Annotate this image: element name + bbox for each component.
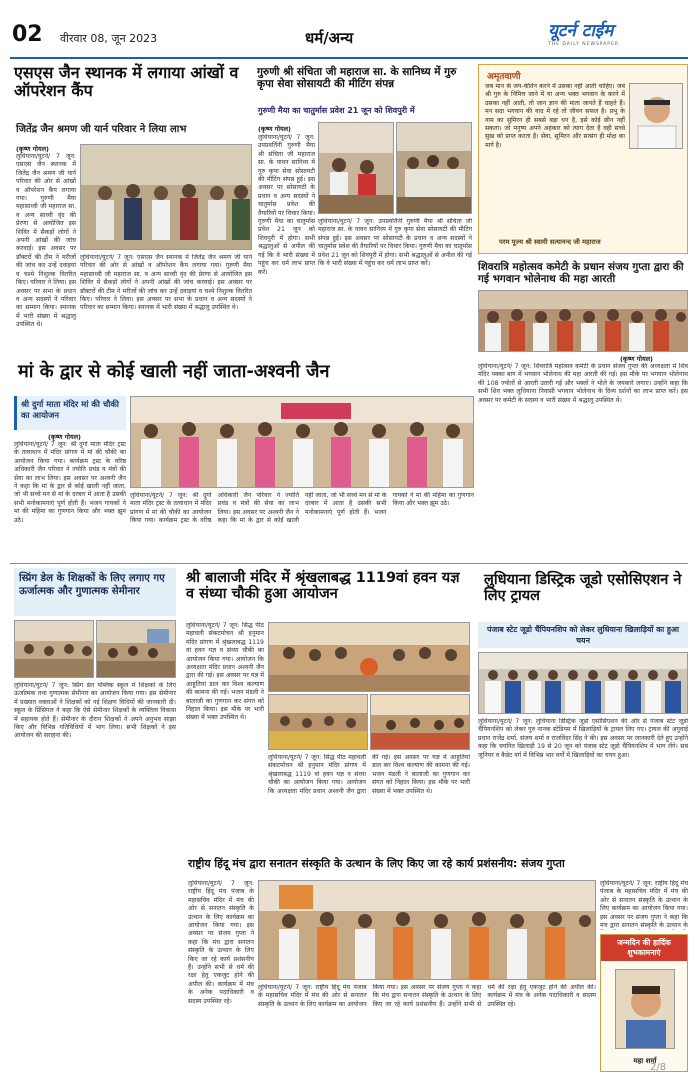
- story3-headline: शिवरात्रि महोत्सव कमेटी के प्रधान संजय गुप्ता द्वारा की गई भगवान भोलेनाथ की महा आरती: [478, 261, 684, 285]
- sidebar-title: अमृतवाणी: [487, 72, 521, 82]
- eye-camp-group-photo: [81, 145, 252, 250]
- story4-body-cont: [130, 492, 474, 560]
- story2-photo-2: [396, 122, 472, 214]
- story1-subhead: जितेंद्र जैन श्रमण जी यार्न परिवार ने लिया लाभ: [16, 124, 187, 135]
- seminar-photo-2: [97, 621, 176, 678]
- brand-name: यूटर्न टाईम: [548, 21, 614, 41]
- story8-body: लुधियाना/यूटर्न/ 7 जून: राष्ट्रीय हिंदू मंच पंजाब के महासचिव मंदिर में मंच की ओर से सनातन संस्कृति के उत्थान के लिए कार्यक्रम का आयोजन किया गया। इस अवसर पर संजय गुप्ता ने कहा कि मंच द्वारा सनातन संस्कृति के उत्थान के लिए किए जा रहे कार्य प्रशंसनीय हैं। उन्होंने सभी से धर्म की रक्षा हेतु एकजुट होने की अपील की। कार्यक्रम में मंच के अनेक पदाधिकारी व सदस्य उपस्थित रहे।: [188, 880, 254, 1005]
- story2-photo-1: [318, 122, 394, 214]
- story4-photo: [130, 396, 474, 488]
- story8-body-side: [600, 880, 688, 930]
- story6-photo-3: [370, 694, 470, 750]
- swami-portrait-icon: [630, 84, 683, 149]
- story5-headline: स्प्रिंग डेल के शिक्षकों के लिए लगाए गए ऊर्जात्मक और गुणात्मक सेमीनार: [19, 573, 165, 597]
- story7-headline: लुधियाना डिस्ट्रिक जूडो एसोसिएशन ने लिए ट्रायल: [484, 572, 682, 605]
- story4-headline: मां के द्वार से कोई खाली नहीं जाता-अश्वनी जैन: [18, 361, 330, 382]
- masthead-rule: [10, 57, 688, 59]
- story8-headline: राष्ट्रीय हिंदू मंच द्वारा सनातन संस्कृति के उत्थान के लिए किए जा रहे कार्य प्रशंसनीय: संजय गुप्ता: [188, 857, 565, 870]
- story2-body: लुधियाना/यूटर्न/ 7 जून: उपप्रवर्तिनी गुरुणी मैया श्री संचिता जी महाराज सा. के पावन सानिध्य में गुरु कृपा सेवा सोसायटी की मीटिंग संपन्न हुई। इस अवसर पर सोसायटी के प्रधान व अन्य सदस्यों ने चातुर्मास प्रवेश की तैयारियों पर विचार किया। गुरुणी मैया का चातुर्मास प्रवेश 21 जून को शिवपुरी में होगा। सभी श्रद्धालुओं से अपील की गई कि वे भारी संख्या में पहुंच कर धर्म लाभ प्राप्त करें।: [258, 134, 315, 276]
- meeting-photo-2: [397, 123, 472, 214]
- story1-headline: एसएस जैन स्थानक में लगाया आंखों व ऑपरेशन कैंप: [14, 63, 239, 100]
- maha-aarti-photo: [479, 291, 688, 352]
- masthead: [0, 0, 698, 62]
- story3-byline: (कृष्ण गोयल): [620, 355, 653, 363]
- story1-body-cont-text: लुधियाना/यूटर्न/ 7 जून: एसएस जैन स्थानक में जितेंद्र जैन श्रमण जी यार्न परिवार की ओर से आंखों व ऑपरेशन कैंप लगाया गया। गुरुणी मैया महासाध्वी जी महाराज सा. व अन्य साध्वी वृंद की प्रेरणा से आयोजित इस शिविर में सैकड़ों लोगों ने अपनी आंखों की जांच करवाई। इस अवसर पर डॉक्टरों की टीम ने मरीजों की जांच कर उन्हें दवाइयां व चश्मे निशुल्क वितरित किए। परिवार ने लिया। इस अवसर पर सभा के प्रधान व अन्य सदस्यों ने परिवार का सम्मान किया। स्थानक में भारी संख्या में श्रद्धालु उपस्थित थे।: [80, 254, 252, 312]
- page-counter: 2/8: [650, 1062, 667, 1073]
- story3-body: लुधियाना/यूटर्न/ 7 जून: शिवरात्रि महोत्सव कमेटी के प्रधान संजय गुप्ता की अध्यक्षता में शिव मंदिर पक्का बाग में भगवान भोलेनाथ की महा आरती की गई। इस मौके पर भगवान भोलेनाथ की 108 ज्योतों से आरती उतारी गई और भक्तों ने भोले के जयकारे लगाए। उन्होंने कहा कि सभी शिव भक्त लुधियाना निवासी भगवान भोलेनाथ के दिव्य दर्शनों का लाभ प्राप्त करें। इस अवसर पर कमेटी के सदस्य व भारी संख्या में श्रद्धालु उपस्थित थे।: [478, 363, 688, 404]
- mata-chowki-photo: [131, 397, 474, 488]
- story4-body-cont-text: लुधियाना/यूटर्न/ 7 जून: श्री दुर्गा माता मंदिर ट्रस्ट के तत्वाधान में मंदिर प्रांगण में मां की चौकी का आयोजन किया गया। कार्यक्रम ट्रस्ट के वरिष्ठ अधिकारी जैन परिवार ने ज्योति प्रचंड व मंत्रों की सेवा का लाभ लिया। इस अवसर पर अश्वनी जैन ने कहा कि मां के द्वार से कोई खाली नहीं जाता, जो भी सच्चे मन से मां के दरबार में आता है उसकी सभी मनोकामनाएं पूर्ण होती हैं। भजन गायकों ने मां की महिमा का गुणगान किया और भक्त झूम उठे।: [130, 492, 474, 525]
- story7-subhead-box: [478, 622, 688, 648]
- story5-headline-box: [14, 568, 176, 616]
- section-title: धर्म/अन्य: [305, 29, 354, 47]
- story6-photo-1: [268, 622, 470, 692]
- birthday-title: जन्मदिन की हार्दिक शुभकामनाएं: [601, 935, 687, 961]
- sidebar-portrait: [629, 83, 683, 149]
- story6-body: लुधियाना/यूटर्न/ 7 जून: सिद्ध पीठ महावली संकटमोचन श्री हनुमान मंदिर प्रांगण में श्रृंखलाबद्ध 1119 वां हवन यज्ञ व संध्या चौकी का आयोजन किया गया। आयोजन कि अध्यक्षता मंदिर प्रधान अश्वनी जैन द्वारा की गई। इस अवसर पर यज्ञ में आहुतियां डाल कर विश्व कल्याण की कामना की गई। भजन मंडली ने बालाजी का गुणगान कर संगत को निहाल किया। इस मौके पर भारी संख्या में भक्त उपस्थित थे।: [186, 622, 264, 722]
- birthday-box: [600, 934, 688, 1072]
- story6-photo-2: [268, 694, 368, 750]
- page-number: 02: [12, 22, 43, 47]
- story1-byline: (कृष्ण गोयल): [16, 145, 49, 153]
- story2-subhead: गुरुणी मैया का चातुर्मास प्रवेश 21 जून को शिवपुरी में: [258, 106, 415, 115]
- story2-body-cont: [318, 218, 472, 362]
- judo-trials-photo: [479, 653, 688, 714]
- story1-body-cont: [80, 254, 252, 362]
- sidebar-box: [478, 64, 688, 254]
- story7-body: लुधियाना/यूटर्न/ 7 जून: लुधियाना डिस्ट्रिक जूडो एसोसिएशन की ओर से पंजाब स्टेट जूडो चैंपियनशिप को लेकर गुरु नानक स्टेडियम में खिलाड़ियों के ट्रायल लिए गए। ट्रायल की अगुवाई प्रधान राजेंद्र शर्मा, संजय शर्मा व राजविंदर सिंह ने की। इस अवसर पर जानकारी देते हुए उन्होंने कहा कि चयनित खिलाड़ी 19 से 20 जून को पंजाब स्टेट जूडो चैंपियनशिप में भाग लेंगे। सब जूनियर व कैडेट वर्ग में विभिन्न भार वर्गों में खिलाड़ियों का चयन हुआ।: [478, 718, 688, 759]
- story4-body: लुधियाना/यूटर्न/ 7 जून: श्री दुर्गा माता मंदिर ट्रस्ट के तत्वाधान में मंदिर प्रांगण में मां की चौकी का आयोजन किया गया। कार्यक्रम ट्रस्ट के वरिष्ठ अधिकारी जैन परिवार ने ज्योति प्रचंड व मंत्रों की सेवा का लाभ लिया। इस अवसर पर अश्वनी जैन ने कहा कि मां के द्वार से कोई खाली नहीं जाता, जो भी सच्चे मन से मां के दरबार में आता है उसकी सभी मनोकामनाएं पूर्ण होती हैं। भजन गायकों ने मां की महिमा का गुणगान किया और भक्त झूम उठे।: [14, 441, 126, 524]
- story5-photo-2: [96, 620, 176, 678]
- story3-photo: [478, 290, 688, 352]
- story5-photo-1: [14, 620, 94, 678]
- story8-photo: [258, 880, 596, 980]
- story4-byline: (कृष्ण गोयल): [48, 433, 81, 441]
- chowki-photo-2: [371, 695, 470, 750]
- brand-logo: [548, 18, 678, 52]
- child-portrait-icon: [616, 970, 675, 1049]
- sidebar-author: परम पूज्य श्री स्वामी सत्यानन्द जी महाराज: [499, 238, 601, 246]
- chowki-photo-1: [269, 695, 368, 750]
- story8-body-cont-text: लुधियाना/यूटर्न/ 7 जून: राष्ट्रीय हिंदू मंच पंजाब के महासचिव मंदिर में मंच की ओर से सनातन संस्कृति के उत्थान के लिए कार्यक्रम का आयोजन किया गया। इस अवसर पर संजय गुप्ता ने कहा कि मंच द्वारा सनातन संस्कृति के उत्थान के लिए किए जा रहे कार्य प्रशंसनीय हैं। उन्होंने सभी से धर्म की रक्षा हेतु एकजुट होने की अपील की। कार्यक्रम में मंच के अनेक पदाधिकारी व सदस्य उपस्थित रहे।: [258, 984, 596, 1008]
- section-divider: [10, 563, 688, 564]
- story8-body-cont: [258, 984, 596, 1072]
- birthday-name: महा शर्मा: [633, 1057, 657, 1065]
- story7-subhead: पंजाब स्टेट जूडो चैंपियनशिप को लेकर लुधियाना खिलाड़ियों का हुआ चयन: [487, 625, 679, 645]
- story2-byline: (कृष्ण गोयल): [258, 125, 291, 133]
- story6-body-cont: [268, 754, 470, 852]
- hindu-manch-photo: [259, 881, 596, 980]
- story7-photo: [478, 652, 688, 714]
- story1-body: लुधियाना/यूटर्न/ 7 जून: एसएस जैन स्थानक में जितेंद्र जैन श्रमण जी यार्न परिवार की ओर से आंखों व ऑपरेशन कैंप लगाया गया। गुरुणी मैया महासाध्वी जी महाराज सा. व अन्य साध्वी वृंद की प्रेरणा से आयोजित इस शिविर में सैकड़ों लोगों ने अपनी आंखों की जांच करवाई। इस अवसर पर डॉक्टरों की टीम ने मरीजों की जांच कर उन्हें दवाइयां व चश्मे निशुल्क वितरित किए। परिवार ने लिया। इस अवसर पर सभा के प्रधान व अन्य सदस्यों ने परिवार का सम्मान किया। स्थानक में भारी संख्या में श्रद्धालु उपस्थित थे।: [16, 153, 76, 329]
- sidebar-body: जब मान के जप-कीर्तन करने में उसका नहीं आती चाहिए। जब श्री गुरु के निमित्त जाने में या अन्य भक्त भगवान के करने में उसका नहीं आती, तो जान ज्ञान की माता जानते हैं चाहते हैं। मन सदा भगवान की याद में रहे तो जीवन सफल है। प्रभु के नाम का सुमिरन ही सबसे बड़ा धन है, इसे कोई छीन नहीं सकता। जो मनुष्य अपने अहंकार को त्याग देता है वही सच्चे सुख को प्राप्त करता है। सेवा, सुमिरन और सत्संग ही मोक्ष का मार्ग है।: [485, 83, 625, 149]
- seminar-photo-1: [15, 621, 94, 678]
- issue-date: वीरवार 08, जून 2023: [60, 32, 158, 45]
- story6-headline: श्री बालाजी मंदिर में श्रृंखलाबद्ध 1119वां हवन यज्ञ व संध्या चौकी हुआ आयोजन: [186, 570, 460, 603]
- meeting-photo-1: [319, 123, 394, 214]
- story4-subhead: श्री दुर्गा माता मंदिर मां की चौकी का आयोजन: [21, 399, 119, 420]
- story6-body-cont-text: लुधियाना/यूटर्न/ 7 जून: सिद्ध पीठ महावली संकटमोचन श्री हनुमान मंदिर प्रांगण में श्रृंखलाबद्ध 1119 वां हवन यज्ञ व संध्या चौकी का आयोजन किया गया। आयोजन कि अध्यक्षता मंदिर प्रधान अश्वनी जैन द्वारा की गई। इस अवसर पर यज्ञ में आहुतियां डाल कर विश्व कल्याण की कामना की गई। भजन मंडली ने बालाजी का गुणगान कर संगत को निहाल किया। इस मौके पर भारी संख्या में भक्त उपस्थित थे।: [268, 754, 470, 795]
- story1-photo: [80, 144, 252, 250]
- story5-body: लुधियाना/यूटर्न/ 7 जून: स्प्रिंग डेल पब्लिक स्कूल में शिक्षकों के लिए ऊर्जात्मक तथा गुणात्मक सेमीनार का आयोजन किया गया। इस सेमीनार में प्रख्यात वक्ताओं ने शिक्षकों को नई शिक्षण विधियों की जानकारी दी। स्कूल के प्रिंसिपल ने कहा कि ऐसे सेमीनार शिक्षकों के व्यक्तित्व विकास में सहायक होते हैं। सेमीनार के दौरान शिक्षकों ने अपने अनुभव साझा किए और विभिन्न गतिविधियों में भाग लिया। सभी शिक्षकों ने इस आयोजन की सराहना की।: [14, 682, 176, 740]
- story8-body-side-text: लुधियाना/यूटर्न/ 7 जून: राष्ट्रीय हिंदू मंच पंजाब के महासचिव मंदिर में मंच की ओर से सनातन संस्कृति के उत्थान के लिए कार्यक्रम का आयोजन किया गया। इस अवसर पर संजय गुप्ता ने कहा कि मंच द्वारा सनातन संस्कृति के उत्थान के: [600, 880, 688, 930]
- story2-headline: गुरुणी श्री संचिता जी महाराज सा. के सानिध्य में गुरु कृपा सेवा सोसायटी की मीटिंग संपन्न: [257, 66, 457, 90]
- birthday-photo: [615, 969, 675, 1049]
- hawan-yagya-photo: [269, 623, 470, 692]
- story2-body-cont-text: लुधियाना/यूटर्न/ 7 जून: उपप्रवर्तिनी गुरुणी मैया श्री संचिता जी महाराज सा. के पावन सानिध्य में गुरु कृपा सेवा सोसायटी की मीटिंग संपन्न हुई। इस अवसर पर सोसायटी के प्रधान व अन्य सदस्यों ने चातुर्मास प्रवेश की तैयारियों पर विचार किया। गुरुणी मैया का चातुर्मास प्रवेश 21 जून को शिवपुरी में होगा। सभी श्रद्धालुओं से अपील की गई कि वे भारी संख्या में पहुंच कर धर्म लाभ प्राप्त करें।: [318, 218, 472, 268]
- brand-tagline: THE DAILY NEWSPAPER: [548, 42, 619, 47]
- story4-subhead-box: [14, 396, 126, 430]
